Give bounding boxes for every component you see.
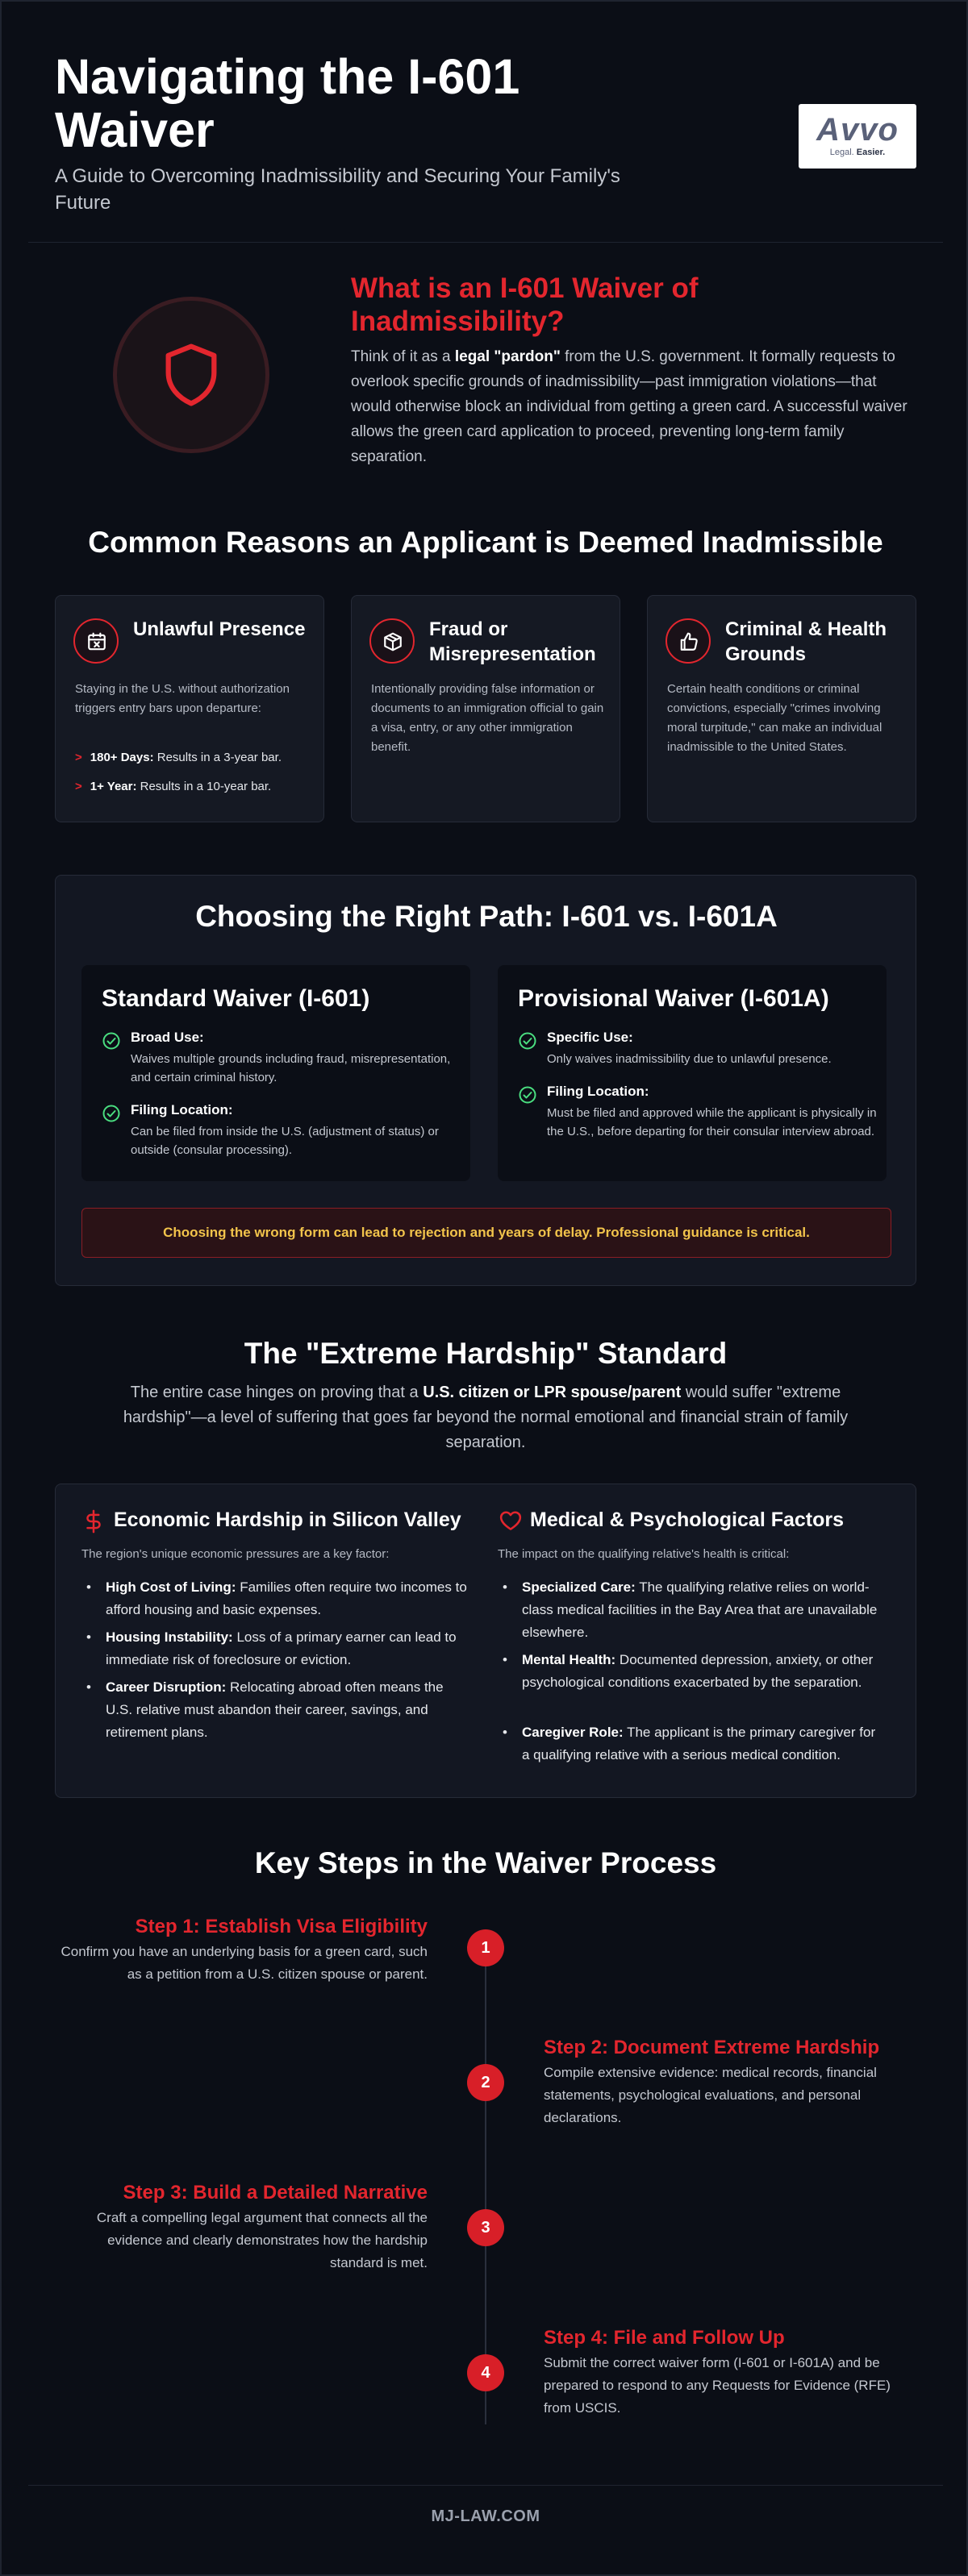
avvo-logo[interactable] [799,104,916,169]
list-item: • Caregiver Role: The applicant is the primary caregiver for a qualifying relative with a serious medical condition. [498,1721,885,1767]
reason-icon-badge [666,618,711,664]
intro-heading: What is an I-601 Waiver of Inadmissibility? [351,273,699,337]
hardship-heading: The "Extreme Hardship" Standard [244,1337,728,1370]
warning-banner: Choosing the wrong form can lead to rejection and years of delay. Professional guidance is critical. [81,1208,891,1258]
step-title: Step 3: Build a Detailed Narrative [123,2182,428,2204]
step-text: Craft a compelling legal argument that connects all the evidence and clearly demonstrates how the hardship standard is met. [96,2210,428,2270]
step-1 [55,1915,428,1986]
thumbs-up-icon [678,631,699,652]
list-item: • Mental Health: Documented depression, anxiety, or other psychological conditions exacerbated by the separation. [498,1649,885,1694]
path-comparison-section [55,875,916,1286]
hardship-text: The entire case hinges on proving that a U.S. citizen or LPR spouse/parent would suffer "extreme hardship"—a level of suffering that goes far beyond the normal emotional and financial strain of family separation. [123,1384,849,1451]
check-circle-icon [102,1031,121,1051]
step-text: Submit the correct waiver form (I-601 or I-601A) and be prepared to respond to any Requests for Evidence (RFE) from USCIS. [544,2355,891,2416]
step-4 [544,2326,916,2420]
panel-item-label: Specific Use: [547,1030,633,1045]
step-text: Confirm you have an underlying basis for a green card, such as a petition from a U.S. citizen spouse or parent. [60,1944,428,1982]
reason-text: Certain health conditions or criminal convictions, especially "crimes involving moral turpitude," can make an individual inadmissible to the United States. [667,682,882,754]
reason-card-criminal-health [647,595,916,822]
timeline-line [485,1941,486,2424]
list-item: • Career Disruption: Relocating abroad often means the U.S. relative must abandon their career, savings, and retirement plans. [81,1676,469,1744]
step-number: 2 [467,2064,504,2101]
panel-title: Standard Waiver (I-601) [102,985,370,1012]
reason-card-unlawful-presence [55,595,324,822]
panel-item-text: Waives multiple grounds including fraud, misrepresentation, and certain criminal history. [131,1052,451,1084]
page-subtitle: A Guide to Overcoming Inadmissibility and Securing Your Family's Future [55,165,620,214]
intro-text: Think of it as a legal "pardon" from the U.S. government. It formally requests to overlook specific grounds of inadmissibility—past immigration violations—that would otherwise block an individual from getting a green card. A successful waiver allows the green card application to proceed, preventing long-term family separation. [351,348,908,465]
intro-section [55,268,916,485]
panel-item-text: Only waives inadmissibility due to unlawful presence. [547,1052,832,1066]
check-circle-icon [102,1104,121,1123]
column-subtitle: The impact on the qualifying relative's health is critical: [498,1547,790,1561]
reason-bullet: > 1+ Year: Results in a 10-year bar. [75,780,272,793]
paths-heading: Choosing the Right Path: I-601 vs. I-601A [195,900,778,933]
column-title: Economic Hardship in Silicon Valley [114,1509,461,1531]
footer-website[interactable]: MJ-LAW.COM [431,2507,540,2525]
check-circle-icon [518,1085,537,1105]
panel-item-label: Broad Use: [131,1030,204,1045]
reason-icon-badge [73,618,119,664]
step-title: Step 4: File and Follow Up [544,2327,785,2349]
reason-title: Unlawful Presence [133,618,306,640]
step-title: Step 1: Establish Visa Eligibility [135,1916,428,1937]
panel-title: Provisional Waiver (I-601A) [518,985,829,1012]
reason-text: Intentionally providing false information or documents to an immigration official to gain a visa, entry, or any other immigration benefit. [371,682,604,754]
provisional-waiver-panel [498,965,887,1181]
panel-item-label: Filing Location: [131,1102,233,1117]
reasons-heading: Common Reasons an Applicant is Deemed Inadmissible [88,526,883,559]
step-title: Step 2: Document Extreme Hardship [544,2037,880,2058]
step-3 [55,2181,428,2274]
reason-icon-badge [369,618,415,664]
step-number: 3 [467,2209,504,2246]
divider [28,242,943,243]
page-title: Navigating the I-601 Waiver [55,49,520,157]
dollar-icon [81,1509,106,1534]
box-icon [382,631,403,652]
reason-text: Staying in the U.S. without authorization triggers entry bars upon departure: [75,682,290,715]
steps-heading: Key Steps in the Waiver Process [254,1846,717,1879]
hardship-factors-section [55,1484,916,1798]
logo-tagline: Legal. Easier. [829,148,886,157]
panel-item-text: Can be filed from inside the U.S. (adjustment of status) or outside (consular processing). [131,1125,439,1157]
reason-title: Fraud or Misrepresentation [429,618,596,665]
divider [28,2485,943,2486]
reason-card-fraud [351,595,620,822]
calendar-x-icon [86,631,107,652]
step-number: 4 [467,2354,504,2391]
standard-waiver-panel [81,965,470,1181]
header [55,50,916,243]
heart-icon [498,1509,524,1533]
list-item: • Specialized Care: The qualifying relative relies on world-class medical facilities in the Bay Area that are unavailable elsewhere. [498,1576,885,1644]
panel-item-text: Must be filed and approved while the applicant is physically in the U.S., before departing for their consular interview abroad. [547,1106,877,1138]
column-title: Medical & Psychological Factors [530,1509,845,1531]
shield-badge [113,297,269,453]
step-2 [544,2036,916,2129]
chevron-right-icon: > [75,780,82,793]
chevron-right-icon: > [75,751,82,764]
list-item: • High Cost of Living: Families often require two incomes to afford housing and basic expenses. [81,1576,469,1621]
reason-title: Criminal & Health Grounds [725,618,887,665]
step-text: Compile extensive evidence: medical records, financial statements, psychological evaluations, and personal declarations. [544,2065,877,2125]
logo-wordmark: Avvo [816,112,899,148]
check-circle-icon [518,1031,537,1051]
step-number: 1 [467,1929,504,1966]
reason-bullet: > 180+ Days: Results in a 3-year bar. [75,751,282,764]
panel-item-label: Filing Location: [547,1084,649,1099]
shield-icon [164,343,219,407]
list-item: • Housing Instability: Loss of a primary earner can lead to immediate risk of foreclosure or eviction. [81,1626,469,1671]
column-subtitle: The region's unique economic pressures are a key factor: [81,1547,390,1561]
